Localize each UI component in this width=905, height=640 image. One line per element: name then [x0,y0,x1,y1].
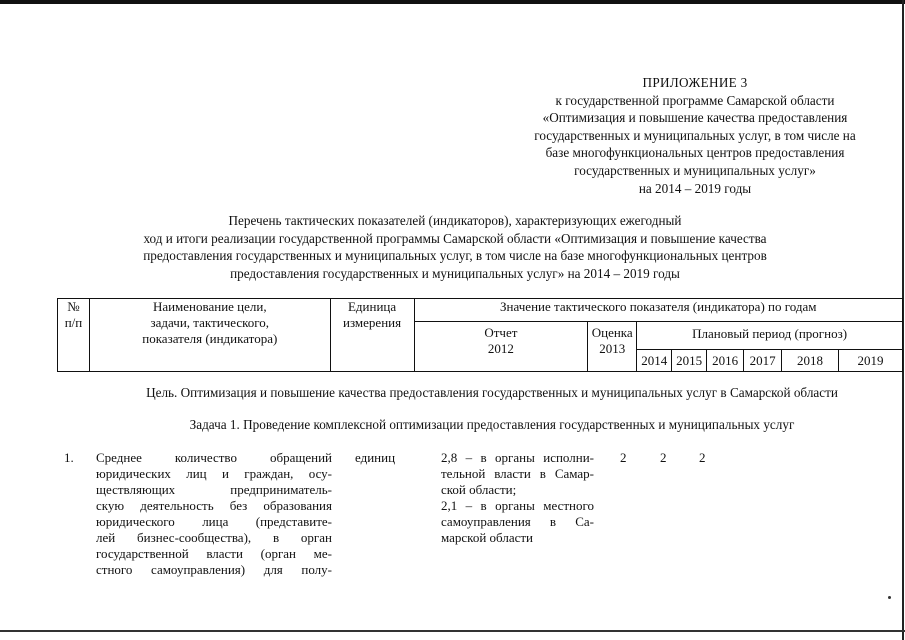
appendix-line: к государственной программе Самарской области [555,92,835,108]
indicator-name-line: скую деятельность без образования [96,498,332,513]
indicator-name-line: юридических лиц и граждан, осу- [96,466,332,481]
indicator-value-2013: 2 [620,450,627,465]
appendix-line: государственных и муниципальных услуг» [574,162,816,178]
value-2012-line: тельной власти в Самар- [441,466,594,481]
value-2012-line: 2,1 – в органы местного [441,498,594,513]
name-header-line: Наименование цели, [152,299,267,314]
indicator-unit: единиц [355,450,396,465]
indicator-name-line: ществляющих предприниматель- [96,482,332,497]
report-header [414,322,588,372]
indicator-value-2014: 2 [660,450,667,465]
indicator-name-line: юридического лица (представите- [96,514,332,529]
plan-year: 2019 [839,350,903,372]
plan-year: 2014 [637,350,672,372]
goal-row: Цель. Оптимизация и повышение качества предоставления государственных и муниципальных услуг в Самарской области [146,385,838,400]
appendix-line: на 2014 – 2019 годы [638,180,752,196]
value-2012-line: 2,8 – в органы исполни- [441,450,594,465]
bottom-border [0,630,905,632]
col-name-header [89,299,330,372]
document-title [60,212,850,282]
indicator-value-2012 [441,450,594,546]
appendix-line: государственных и муниципальных услуг, в том числе на [534,127,856,143]
num-abbr: п/п [64,315,83,330]
plan-year: 2018 [782,350,839,372]
report-label: Отчет [484,325,518,340]
title-line: предоставления государственных и муниципальных услуг, в том числе на базе многофункциональных центров [143,248,767,264]
indicator-value-2015: 2 [699,450,706,465]
title-line: ход и итоги реализации государственной программы Самарской области «Оптимизация и повышение качества [143,230,767,246]
scan-speck [888,596,891,599]
indicator-name [96,450,332,578]
num-symbol: № [67,299,80,314]
appendix-line: «Оптимизация и повышение качества предоставления [542,110,848,126]
appendix-header [490,74,900,197]
plan-year: 2015 [672,350,707,372]
top-border [0,0,905,4]
name-header-line: задачи, тактического, [150,315,270,330]
indicator-name-line: Среднее количество обращений [96,450,332,465]
plan-period-header: Плановый период (прогноз) [637,322,903,350]
title-line: Перечень тактических показателей (индикаторов), характеризующих ежегодный [228,213,682,228]
indicator-name-line: стного самоуправления) для полу- [96,562,332,577]
title-line: предоставления государственных и муниципальных услуг» на 2014 – 2019 годы [230,265,680,281]
indicators-table-header [57,298,903,372]
col-number-header [58,299,90,372]
value-2012-line: самоуправления в Са- [441,514,594,529]
task-row: Задача 1. Проведение комплексной оптимизации предоставления государственных и муниципальных услуг [189,417,795,432]
appendix-line: базе многофункциональных центров предоставления [545,145,845,161]
unit-header-line: измерения [343,315,402,330]
indicator-name-line: лей бизнес-сообщества), в орган [96,530,332,545]
plan-year: 2017 [744,350,782,372]
indicator-name-line: государственной власти (орган ме- [96,546,332,561]
report-year: 2012 [487,341,514,356]
values-caption: Значение тактического показателя (индикатора) по годам [414,299,902,322]
unit-header-line: Единица [347,299,397,314]
row-number: 1. [64,450,74,465]
estimate-header [588,322,637,372]
value-2012-line: марской области [441,530,533,545]
col-unit-header [330,299,414,372]
estimate-label: Оценка [591,325,633,340]
appendix-heading: ПРИЛОЖЕНИЕ 3 [642,75,748,90]
name-header-line: показателя (индикатора) [142,331,278,346]
estimate-year: 2013 [599,341,626,356]
value-2012-line: ской области; [441,482,517,497]
plan-year: 2016 [707,350,744,372]
